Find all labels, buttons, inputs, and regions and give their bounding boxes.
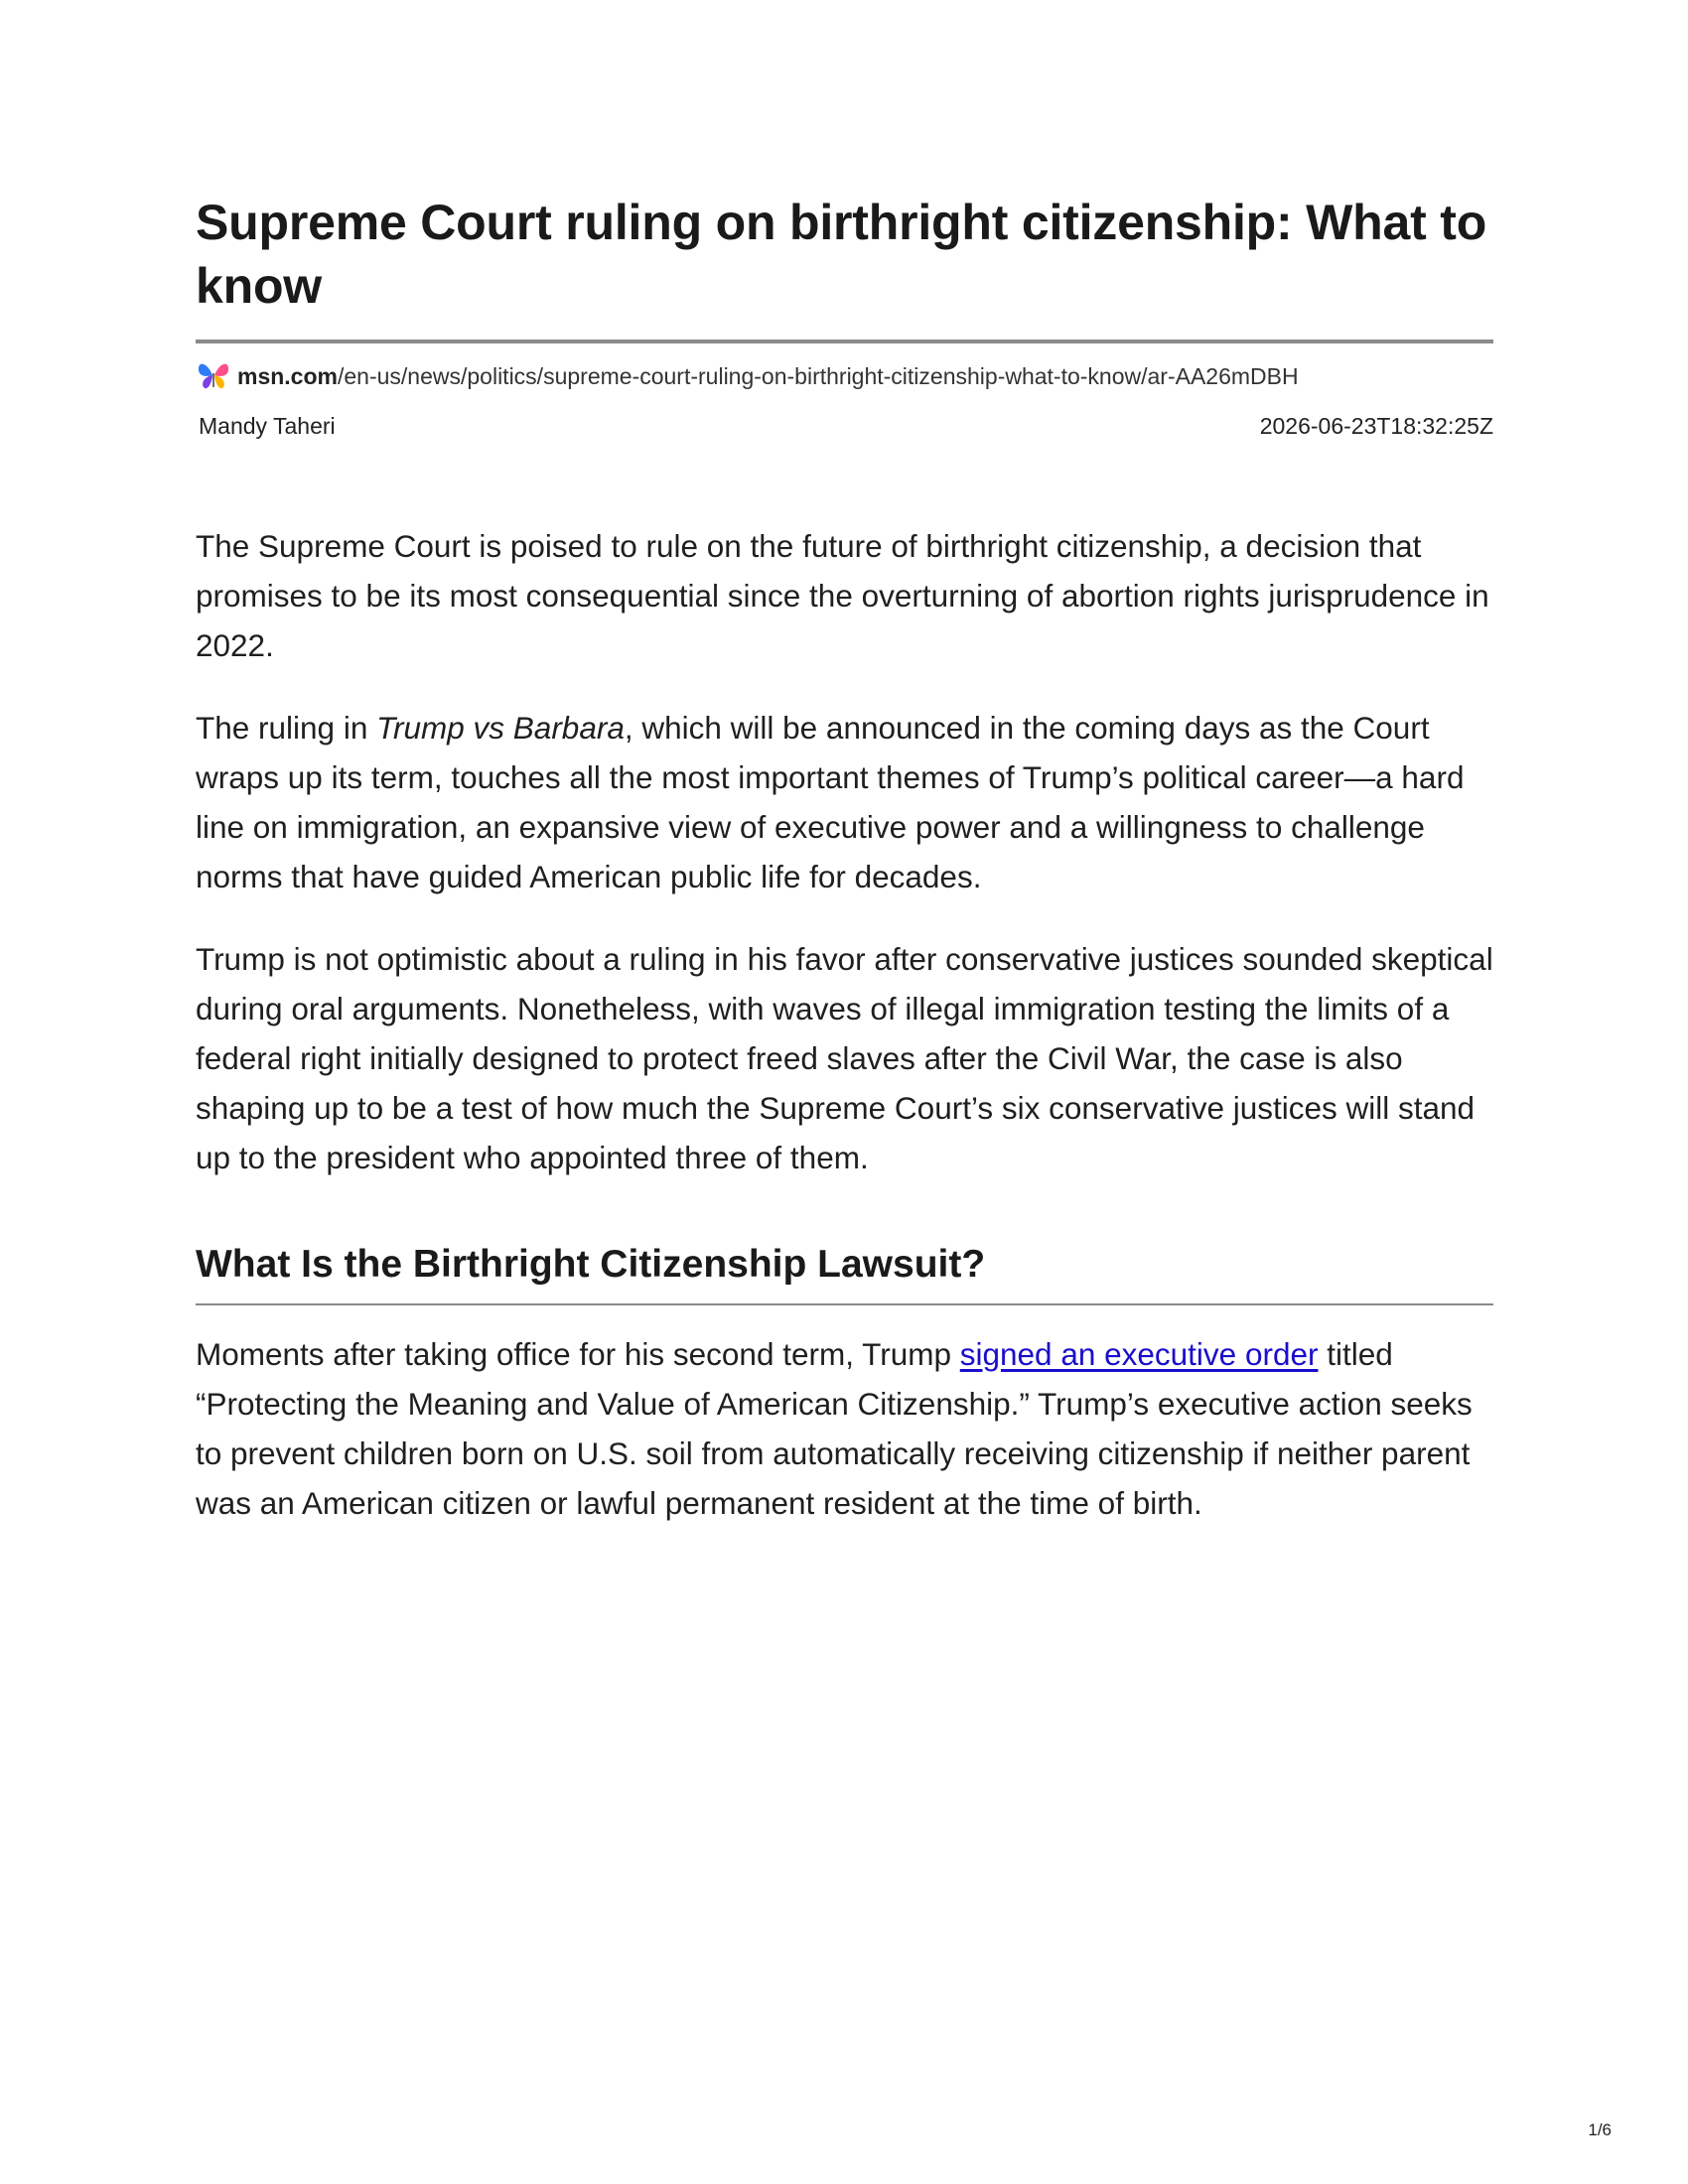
paragraph-4-text-end: titled “Protecting the Meaning and Value of American Citizenship.” Trump’s executive action seeks to prevent children born on U.S. soil from automatically receiving citizenship if neither parent was an American citizen or lawful permanent resident at the time of birth.: [196, 1336, 1473, 1521]
paragraph-1: The Supreme Court is poised to rule on the future of birthright citizenship, a decision that promises to be its most consequential since the overturning of abortion rights jurisprudence in 2022.: [196, 528, 1489, 663]
paragraph-2-text-start: The ruling in: [196, 710, 377, 746]
source-path[interactable]: /en-us/news/politics/supreme-court-ruling-on-birthright-citizenship-what-to-know/ar-AA26mDBH: [337, 362, 1299, 389]
executive-order-link[interactable]: signed an executive order: [959, 1336, 1319, 1372]
document-page: [196, 191, 1493, 1561]
paragraph-2-text-end: , which will be announced in the coming days as the Court wraps up its term, touches all the most important themes of Trump’s political career—a hard line on immigration, an expansive view of executive power and a willingness to challenge norms that have guided American public life for decades.: [196, 710, 1465, 894]
section-heading: What Is the Birthright Citizenship Lawsuit?: [196, 1243, 986, 1286]
paragraph-2: [196, 703, 1493, 901]
section-divider: [196, 1303, 1493, 1305]
article-title: Supreme Court ruling on birthright citizenship: What to know: [196, 195, 1487, 314]
paragraph-4-text-start: Moments after taking office for his second term, Trump: [196, 1336, 960, 1372]
publish-timestamp: 2026-06-23T18:32:25Z: [1259, 413, 1493, 439]
source-domain[interactable]: msn.com: [237, 362, 338, 389]
paragraph-3: Trump is not optimistic about a ruling in his favor after conservative justices sounded skeptical during oral arguments. Nonetheless, with waves of illegal immigration testing the limits of a federal right initially designed to protect freed slaves after the Civil War, the case is also shaping up to be a test of how much the Supreme Court’s six conservative justices will stand up to the president who appointed three of them.: [196, 941, 1493, 1175]
article-body: [196, 521, 1493, 1528]
author-name: Mandy Taheri: [199, 413, 336, 439]
title-divider: [196, 340, 1493, 343]
paragraph-4: [196, 1329, 1493, 1528]
page-number: 1/6: [1588, 2120, 1612, 2139]
case-name: Trump vs Barbara: [376, 710, 625, 746]
byline-row: [196, 413, 1493, 440]
msn-butterfly-icon: [196, 358, 231, 394]
source-line: [196, 359, 1493, 393]
